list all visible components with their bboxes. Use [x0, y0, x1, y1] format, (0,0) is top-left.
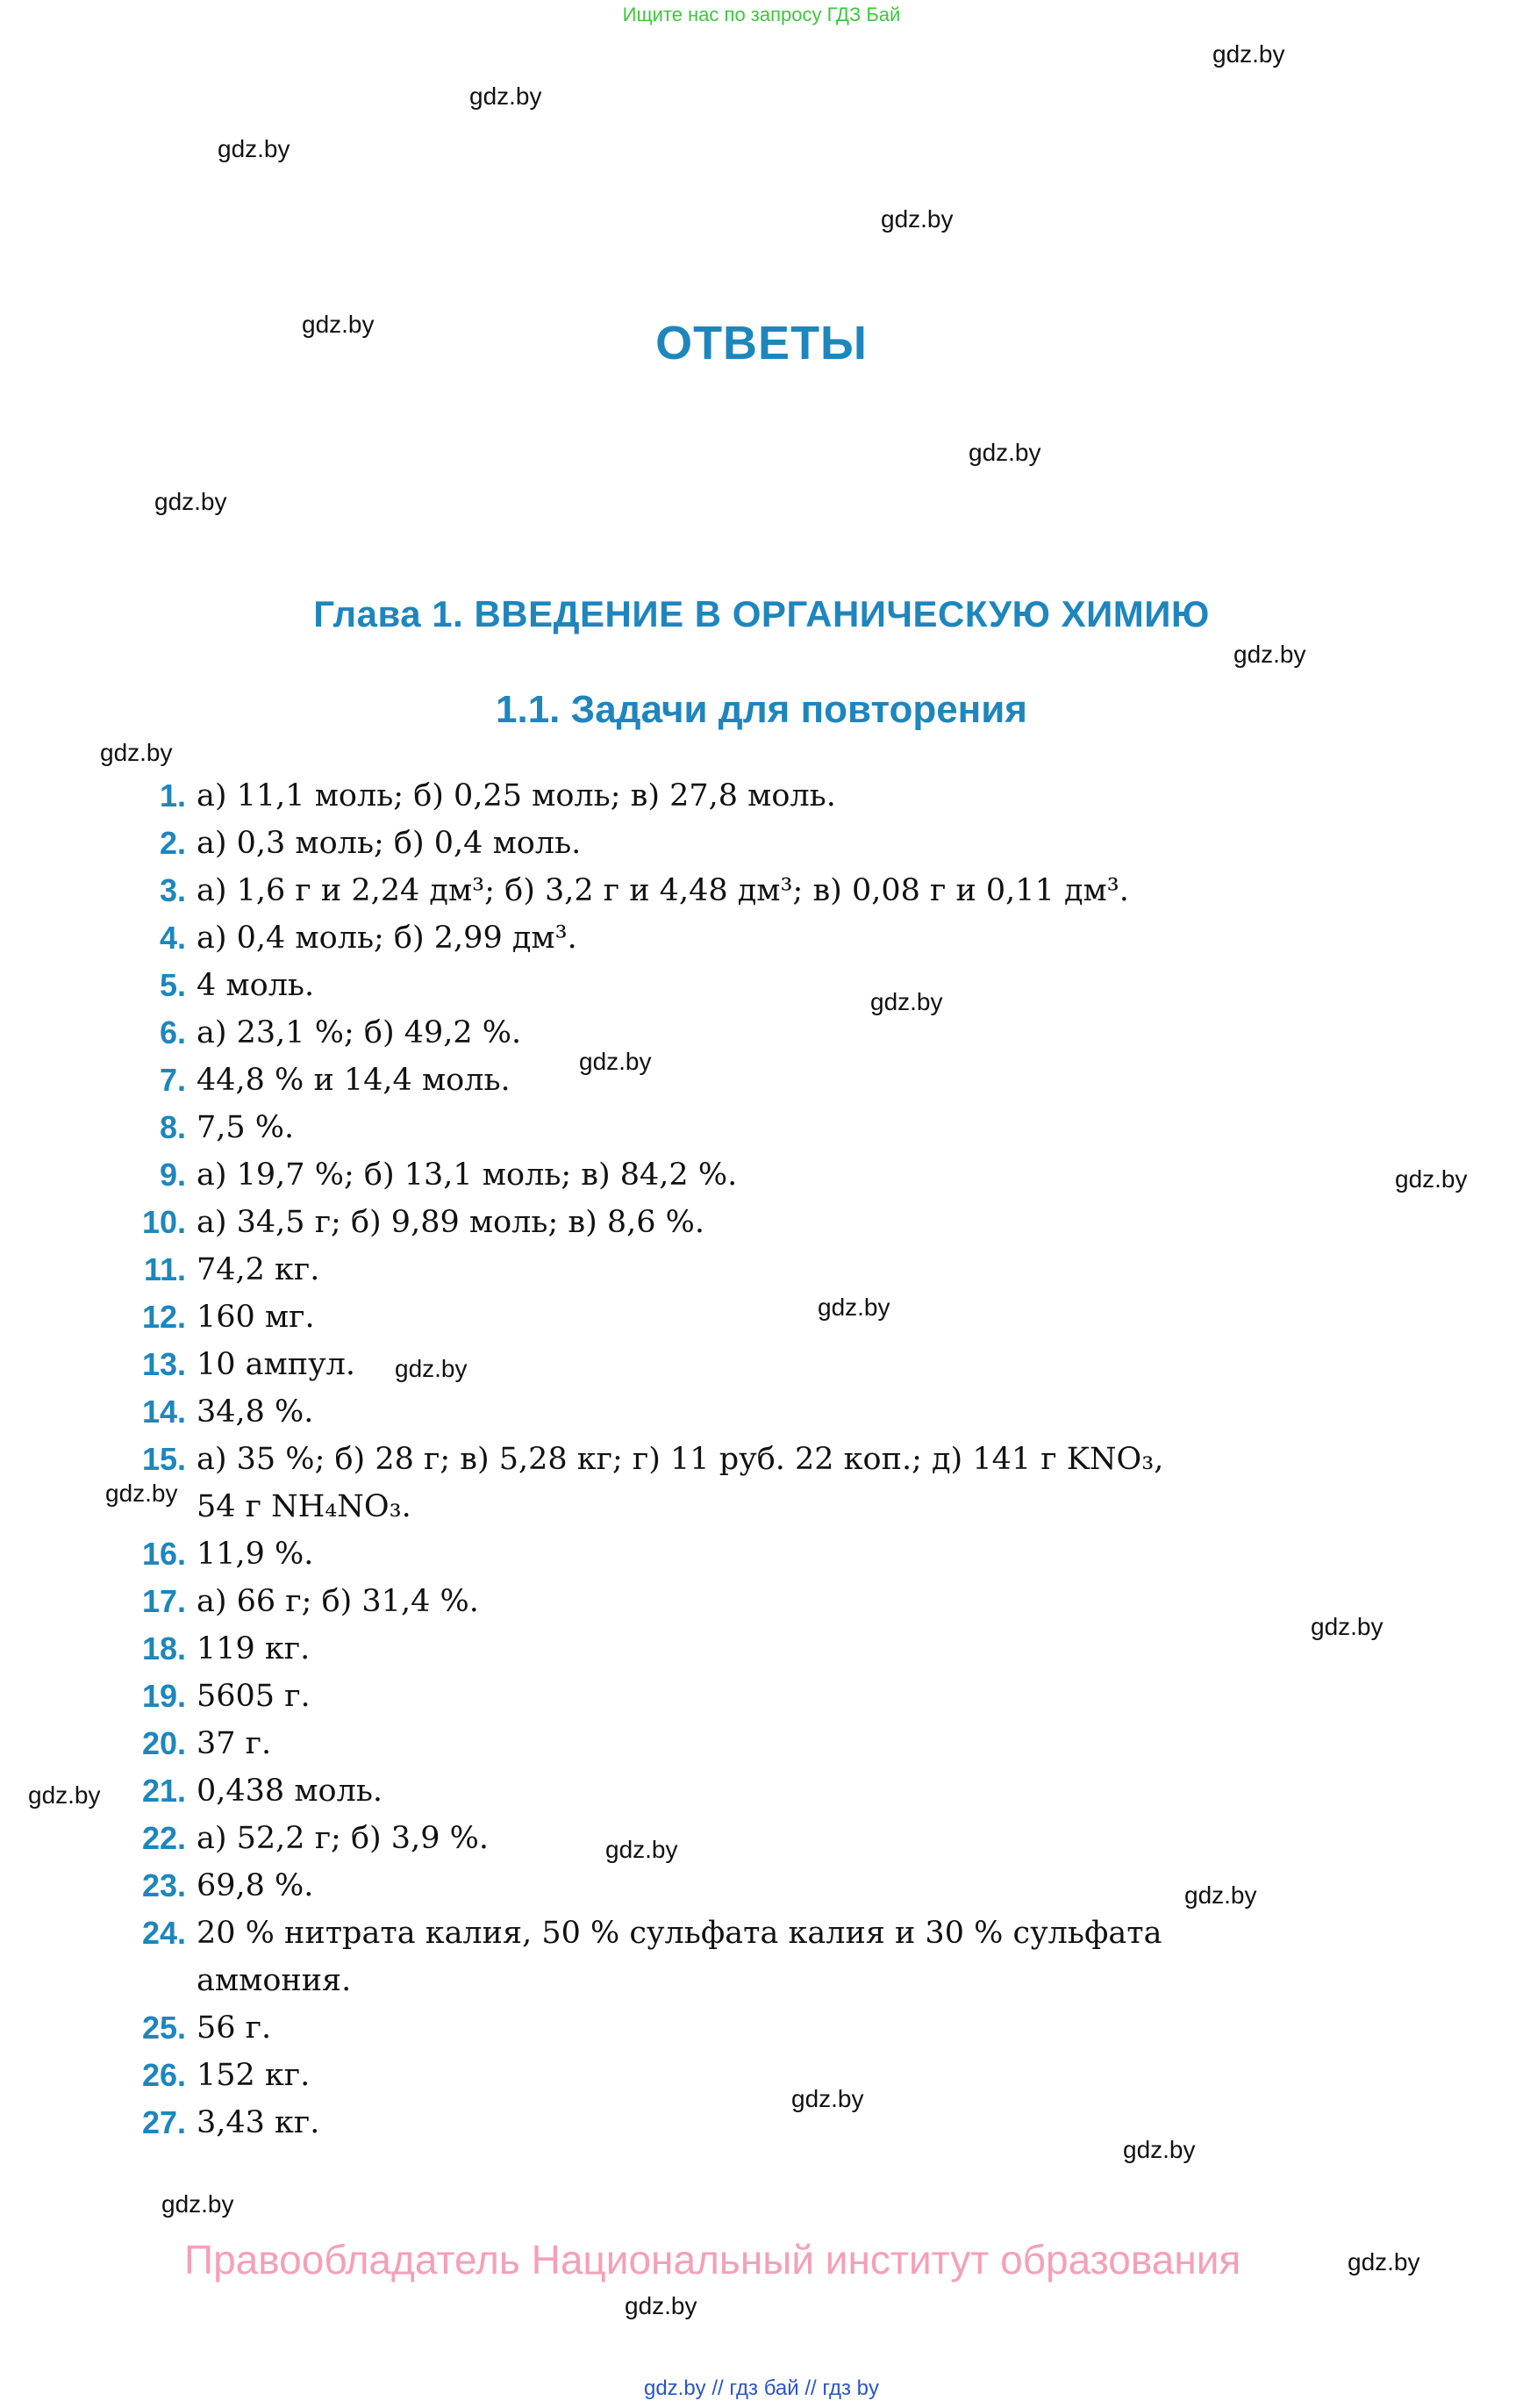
answer-text: 20 % нитрата калия, 50 % сульфата калия и 30 % сульфата	[197, 1916, 1162, 1951]
answer-number: 10.	[141, 1204, 186, 1240]
watermark: gdz.by	[28, 1781, 101, 1809]
watermark: gdz.by	[1348, 2248, 1420, 2275]
watermark: gdz.by	[791, 2085, 864, 2112]
answer-item	[0, 2099, 1523, 2146]
answer-text: а) 0,4 моль; б) 2,99 дм³.	[197, 921, 577, 956]
answer-item	[0, 1199, 1523, 1246]
answer-item	[0, 1767, 1523, 1815]
answer-text: 4 моль.	[197, 968, 315, 1003]
answer-number: 2.	[159, 825, 186, 861]
answer-text: 10 ампул.	[197, 1347, 356, 1382]
answer-number: 6.	[159, 1014, 186, 1050]
answer-number: 12.	[141, 1299, 186, 1335]
answer-text: 37 г.	[197, 1726, 272, 1761]
answer-text: 3,43 кг.	[197, 2105, 320, 2140]
copyright-notice: Правообладатель Национальный институт образования	[184, 2237, 1241, 2283]
answer-item	[0, 820, 1523, 867]
watermark: gdz.by	[1233, 641, 1306, 668]
answer-number: 11.	[143, 1251, 186, 1287]
answer-number: 19.	[141, 1678, 186, 1714]
watermark: gdz.by	[579, 1048, 652, 1075]
watermark: gdz.by	[105, 1480, 178, 1507]
chapter-heading: Глава 1. ВВЕДЕНИЕ В ОРГАНИЧЕСКУЮ ХИМИЮ	[313, 593, 1210, 634]
watermark: gdz.by	[218, 135, 290, 162]
answer-text: а) 52,2 г; б) 3,9 %.	[197, 1821, 489, 1856]
watermark: gdz.by	[161, 2190, 234, 2218]
answer-number: 13.	[141, 1346, 186, 1382]
watermark: gdz.by	[100, 739, 173, 766]
answer-item	[0, 962, 1523, 1009]
watermark: gdz.by	[1212, 40, 1285, 68]
watermark: gdz.by	[1395, 1165, 1468, 1193]
answer-text: 56 г.	[197, 2010, 272, 2046]
answer-item	[0, 1815, 1523, 1862]
answer-text: 34,8 %.	[197, 1394, 314, 1430]
answer-text-continuation: 54 г NH₄NO₃.	[197, 1489, 411, 1524]
answer-text-continuation: аммония.	[197, 1963, 352, 1998]
answer-number: 14.	[141, 1394, 186, 1430]
answer-item	[0, 1530, 1523, 1578]
answer-number: 23.	[141, 1867, 186, 1903]
answer-text: 44,8 % и 14,4 моль.	[197, 1063, 511, 1098]
answer-number: 26.	[141, 2057, 186, 2093]
page-title: ОТВЕТЫ	[655, 317, 868, 369]
answer-number: 24.	[141, 1915, 186, 1951]
answer-text: а) 23,1 %; б) 49,2 %.	[197, 1015, 522, 1050]
answer-item	[0, 1246, 1523, 1294]
answer-item	[0, 1578, 1523, 1625]
answer-text: 152 кг.	[197, 2058, 311, 2093]
answer-item	[0, 1341, 1523, 1388]
watermark: gdz.by	[1311, 1613, 1384, 1640]
section-heading: 1.1. Задачи для повторения	[496, 688, 1027, 731]
watermark: gdz.by	[605, 1836, 678, 1863]
answer-item	[0, 1057, 1523, 1104]
answer-text: 69,8 %.	[197, 1868, 314, 1903]
answer-item	[0, 1910, 1523, 1957]
answer-number: 16.	[141, 1536, 186, 1572]
answer-item	[0, 1720, 1523, 1767]
answer-number: 17.	[141, 1583, 186, 1619]
answer-number: 3.	[159, 872, 186, 908]
answer-item	[0, 1625, 1523, 1673]
watermark: gdz.by	[881, 205, 954, 233]
answer-text: 160 мг.	[197, 1300, 315, 1335]
answer-text: 5605 г.	[197, 1679, 311, 1714]
answer-text: 74,2 кг.	[197, 1252, 320, 1287]
watermark: gdz.by	[625, 2292, 697, 2319]
answer-item	[0, 1294, 1523, 1341]
answer-text: 0,438 моль.	[197, 1774, 383, 1809]
answer-item-continuation	[0, 1957, 1523, 2004]
answer-text: 7,5 %.	[197, 1110, 295, 1145]
watermark: gdz.by	[870, 988, 943, 1015]
answer-number: 5.	[159, 967, 186, 1003]
answer-number: 21.	[141, 1773, 186, 1809]
watermark: gdz.by	[969, 439, 1041, 466]
answer-item	[0, 914, 1523, 962]
watermark: gdz.by	[1123, 2136, 1196, 2163]
answer-item	[0, 2052, 1523, 2099]
answer-item	[0, 1862, 1523, 1910]
answer-number: 4.	[159, 920, 186, 956]
answer-item	[0, 867, 1523, 914]
answer-text: а) 66 г; б) 31,4 %.	[197, 1584, 479, 1619]
answer-number: 27.	[141, 2104, 186, 2140]
watermark: gdz.by	[818, 1294, 890, 1321]
answer-item	[0, 1673, 1523, 1720]
answer-item	[0, 1436, 1523, 1483]
answer-number: 22.	[141, 1820, 186, 1856]
watermark: gdz.by	[302, 311, 375, 338]
answer-item	[0, 1151, 1523, 1199]
answer-number: 1.	[159, 778, 186, 813]
answer-text: 11,9 %.	[197, 1537, 314, 1572]
answer-item	[0, 2004, 1523, 2052]
answer-number: 25.	[141, 2010, 186, 2046]
answer-text: а) 35 %; б) 28 г; в) 5,28 кг; г) 11 руб. 22 коп.; д) 141 г KNO₃,	[197, 1442, 1164, 1477]
answer-item	[0, 1388, 1523, 1436]
watermark: gdz.by	[395, 1355, 468, 1382]
answer-item	[0, 1104, 1523, 1151]
answer-number: 8.	[159, 1109, 186, 1145]
answer-number: 9.	[159, 1157, 186, 1193]
answer-item	[0, 772, 1523, 820]
answer-text: а) 11,1 моль; б) 0,25 моль; в) 27,8 моль.	[197, 778, 836, 813]
answer-text: а) 19,7 %; б) 13,1 моль; в) 84,2 %.	[197, 1157, 738, 1193]
answer-number: 15.	[141, 1441, 186, 1477]
answer-text: а) 34,5 г; б) 9,89 моль; в) 8,6 %.	[197, 1205, 705, 1240]
watermark: gdz.by	[469, 82, 542, 110]
answer-text: а) 0,3 моль; б) 0,4 моль.	[197, 826, 582, 861]
answer-item	[0, 1009, 1523, 1057]
answer-item-continuation	[0, 1483, 1523, 1530]
watermark: gdz.by	[154, 488, 227, 515]
footer-links: gdz.by // гдз бай // гдз by	[643, 2376, 880, 2400]
answer-number: 18.	[141, 1630, 186, 1666]
answer-number: 20.	[141, 1725, 186, 1761]
answer-text: 119 кг.	[197, 1631, 311, 1666]
answer-text: а) 1,6 г и 2,24 дм³; б) 3,2 г и 4,48 дм³; в) 0,08 г и 0,11 дм³.	[197, 873, 1129, 908]
answer-number: 7.	[159, 1062, 186, 1098]
watermark: gdz.by	[1184, 1881, 1257, 1909]
top-banner: Ищите нас по запросу ГДЗ Бай	[622, 4, 901, 25]
